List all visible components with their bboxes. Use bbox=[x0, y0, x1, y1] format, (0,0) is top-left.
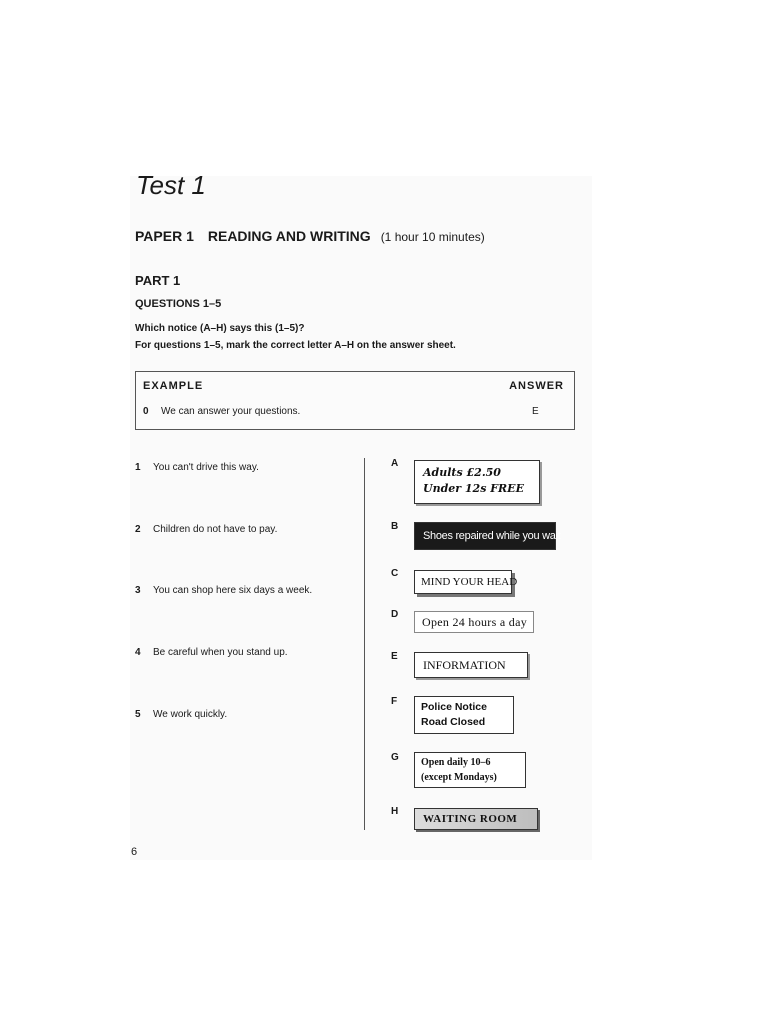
notice-letter-g: G bbox=[391, 752, 399, 763]
question-text: We work quickly. bbox=[153, 709, 228, 720]
notice-letter-h: H bbox=[391, 806, 399, 817]
notice-line: WAITING ROOM bbox=[423, 813, 518, 825]
part-heading: PART 1 bbox=[135, 273, 181, 288]
notice-a bbox=[414, 460, 540, 504]
question-number: 1 bbox=[135, 462, 141, 473]
question-text: Children do not have to pay. bbox=[153, 524, 278, 535]
question-number: 5 bbox=[135, 709, 141, 720]
notice-letter-b: B bbox=[391, 521, 399, 532]
paper-heading bbox=[135, 228, 485, 244]
notice-letter-d: D bbox=[391, 609, 399, 620]
example-label: EXAMPLE bbox=[143, 380, 204, 392]
question-number: 4 bbox=[135, 647, 141, 658]
question-number: 2 bbox=[135, 524, 141, 535]
notice-line: Shoes repaired while you wait bbox=[423, 530, 561, 542]
question-text: You can't drive this way. bbox=[153, 462, 259, 473]
instruction-2: For questions 1–5, mark the correct letter A–H on the answer sheet. bbox=[135, 340, 456, 351]
notice-line: Adults £2.50 bbox=[423, 466, 501, 479]
notice-c bbox=[414, 570, 518, 594]
test-title: Test 1 bbox=[136, 170, 206, 200]
paper-number: PAPER 1 bbox=[135, 228, 194, 244]
notice-d bbox=[414, 611, 534, 633]
example-text: We can answer your questions. bbox=[161, 406, 301, 417]
page-number: 6 bbox=[131, 846, 138, 858]
question-5 bbox=[135, 709, 227, 720]
notice-g bbox=[414, 752, 526, 788]
question-1 bbox=[135, 462, 259, 473]
notice-line: MIND YOUR HEAD bbox=[421, 576, 518, 588]
notice-letter-e: E bbox=[391, 651, 398, 662]
question-text: You can shop here six days a week. bbox=[153, 585, 313, 596]
question-3 bbox=[135, 585, 312, 596]
notice-letter-c: C bbox=[391, 568, 399, 579]
example-box bbox=[135, 371, 575, 430]
notice-b bbox=[414, 522, 561, 550]
paper-duration: (1 hour 10 minutes) bbox=[380, 230, 485, 244]
notice-line: Road Closed bbox=[421, 716, 486, 728]
question-4 bbox=[135, 647, 288, 658]
instruction-1: Which notice (A–H) says this (1–5)? bbox=[135, 323, 305, 334]
notice-line: Police Notice bbox=[421, 701, 487, 713]
column-divider bbox=[364, 458, 365, 830]
answer-label: ANSWER bbox=[509, 380, 564, 392]
notice-line: (except Mondays) bbox=[421, 772, 497, 783]
example-answer: E bbox=[532, 406, 539, 417]
notice-letter-f: F bbox=[391, 696, 398, 707]
paper-name: READING AND WRITING bbox=[207, 228, 371, 244]
example-number: 0 bbox=[143, 406, 149, 417]
questions-range: QUESTIONS 1–5 bbox=[135, 298, 222, 310]
question-2 bbox=[135, 524, 277, 535]
notice-letter-a: A bbox=[391, 458, 399, 469]
notice-line: Open daily 10–6 bbox=[421, 757, 491, 768]
notice-e bbox=[414, 652, 528, 678]
notice-f bbox=[414, 696, 514, 734]
notice-line: INFORMATION bbox=[423, 658, 506, 672]
notice-line: Under 12s FREE bbox=[423, 482, 524, 495]
question-number: 3 bbox=[135, 585, 141, 596]
question-text: Be careful when you stand up. bbox=[153, 647, 288, 658]
notice-line: Open 24 hours a day bbox=[422, 615, 528, 629]
notice-h bbox=[414, 808, 538, 830]
